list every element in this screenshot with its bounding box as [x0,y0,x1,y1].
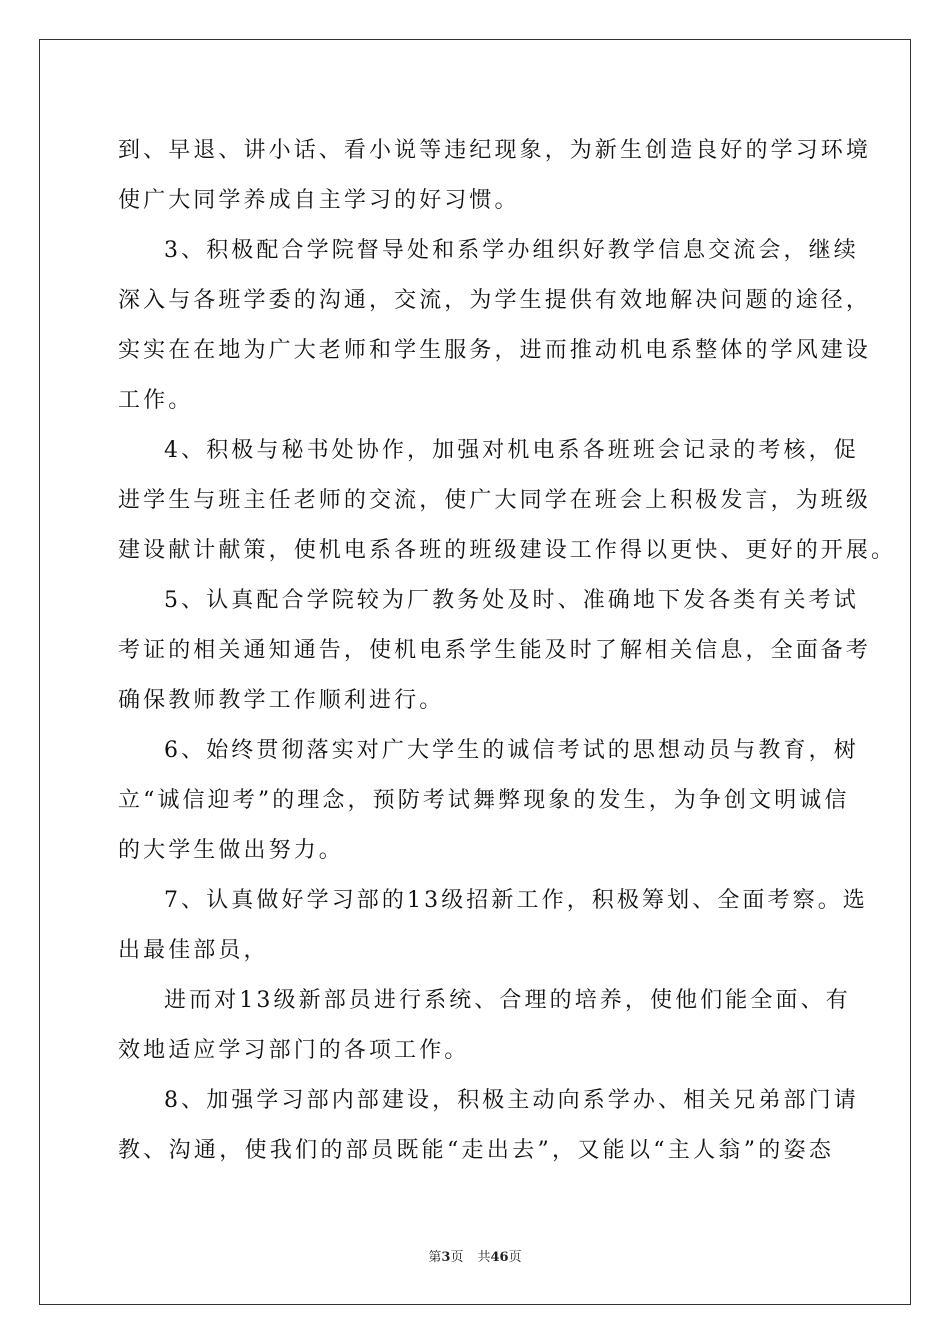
text-line: 4、积极与秘书处协作，加强对机电系各班班会记录的考核，促 [164,438,859,463]
text-line: 立“诚信迎考”的理念，预防考试舞弊现象的发生，为争创文明诚信 [118,788,850,813]
total-unit: 页 [508,1250,522,1265]
text-line: 的大学生做出努力。 [118,838,344,863]
page-footer [0,1250,950,1266]
total-pages: 46 [490,1250,509,1265]
text-line: 深入与各班学委的沟通，交流，为学生提供有效地解决问题的途径， [118,288,872,313]
text-line: 到、早退、讲小话、看小说等违纪现象，为新生创造良好的学习环境 [118,138,872,163]
text-line: 确保教师教学工作顺利进行。 [118,688,445,713]
text-line: 工作。 [118,388,194,413]
text-line: 7、认真做好学习部的13级招新工作，积极筹划、全面考察。选 [164,888,868,913]
text-line: 教、沟通，使我们的部员既能“走出去”，又能以“主人翁”的姿态 [118,1138,834,1163]
text-line: 建设献计献策，使机电系各班的班级建设工作得以更快、更好的开展。 [118,538,897,563]
total-prefix: 共 [477,1250,491,1265]
text-line: 6、始终贯彻落实对广大学生的诚信考试的思想动员与教育，树 [164,738,859,763]
page-unit: 页 [450,1250,464,1265]
text-line: 8、加强学习部内部建设，积极主动向系学办、相关兄弟部门请 [164,1088,859,1113]
text-line: 出最佳部员， [118,938,269,963]
text-line: 实实在在地为广大老师和学生服务，进而推动机电系整体的学风建设 [118,338,872,363]
text-line: 5、认真配合学院较为厂教务处及时、准确地下发各类有关考试 [164,588,859,613]
page-number: 3 [441,1250,451,1265]
text-line: 效地适应学习部门的各项工作。 [118,1038,470,1063]
text-line: 进而对13级新部员进行系统、合理的培养，使他们能全面、有 [164,988,851,1013]
text-line: 考证的相关通知通告，使机电系学生能及时了解相关信息，全面备考 [118,638,872,663]
text-line: 3、积极配合学院督导处和系学办组织好教学信息交流会，继续 [164,238,859,263]
text-line: 使广大同学养成自主学习的好习惯。 [118,188,520,213]
page-prefix: 第 [428,1250,442,1265]
text-line: 进学生与班主任老师的交流，使广大同学在班会上积极发言，为班级 [118,488,872,513]
